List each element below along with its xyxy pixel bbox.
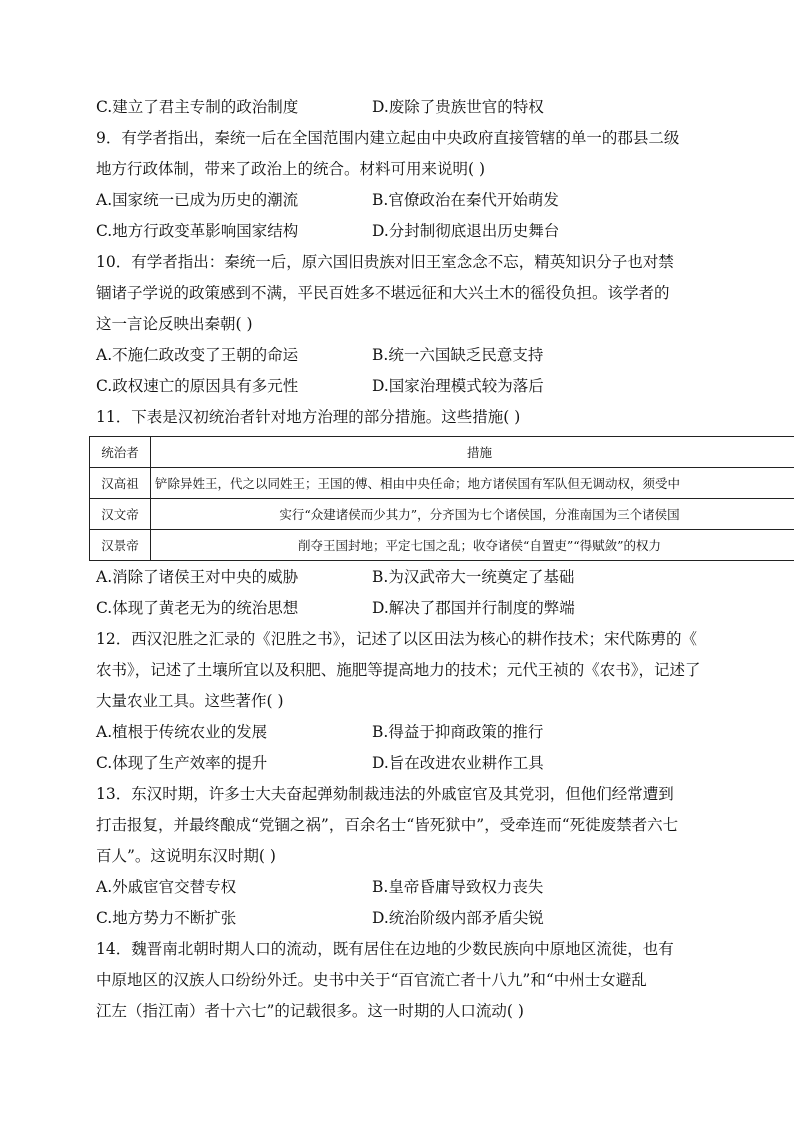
q12-option-b: B.得益于抑商政策的推行 [372, 723, 544, 741]
q9-option-a: A.国家统一已成为历史的潮流 [96, 191, 299, 209]
q10-option-a: A.不施仁政改变了王朝的命运 [96, 346, 299, 364]
q11-stem-line-1: 11．下表是汉初统治者针对地方治理的部分措施。这些措施( ) [96, 408, 521, 426]
table-cell-ruler: 汉文帝 [90, 499, 151, 530]
table-header-ruler: 统治者 [90, 437, 151, 468]
q10-option-d: D.国家治理模式较为落后 [372, 377, 544, 395]
table-header-measure: 措施 [151, 437, 794, 468]
q10-stem-line-2: 锢诸子学说的政策感到不满，平民百姓多不堪远征和大兴土木的徭役负担。该学者的 [96, 284, 670, 302]
q11-option-a: A.消除了诸侯王对中央的威胁 [96, 568, 299, 586]
q12-stem-line-1: 12．西汉氾胜之汇录的《氾胜之书》，记述了以区田法为核心的耕作技术；宋代陈旉的《 [96, 630, 697, 648]
q8-option-d: D.废除了贵族世官的特权 [372, 98, 544, 116]
table-row [90, 468, 794, 499]
q11-option-d: D.解决了郡国并行制度的弊端 [372, 599, 575, 617]
table-cell-measure: 实行“众建诸侯而少其力”，分齐国为七个诸侯国，分淮南国为三个诸侯国 [151, 499, 794, 530]
table-header-row [90, 437, 794, 468]
table-cell-ruler: 汉高祖 [90, 468, 151, 499]
q14-stem-line-1: 14．魏晋南北朝时期人口的流动，既有居住在边地的少数民族向中原地区流徙，也有 [96, 940, 674, 958]
q9-stem-line-1: 9．有学者指出，秦统一后在全国范围内建立起由中央政府直接管辖的单一的郡县二级 [96, 129, 680, 147]
q14-stem-line-3: 江左（指江南）者十六七”的记载很多。这一时期的人口流动( ) [96, 1002, 524, 1020]
table-cell-measure: 铲除异姓王，代之以同姓王；王国的傅、相由中央任命；地方诸侯国有军队但无调动权，须受中 [151, 468, 794, 499]
q9-stem-line-2: 地方行政体制，带来了政治上的统合。材料可用来说明( ) [96, 160, 486, 178]
q10-option-c: C.政权速亡的原因具有多元性 [96, 377, 299, 395]
q12-option-a: A.植根于传统农业的发展 [96, 723, 268, 741]
q13-option-b: B.皇帝昏庸导致权力丧失 [372, 878, 544, 896]
measures-table [89, 436, 794, 561]
q12-option-c: C.体现了生产效率的提升 [96, 754, 268, 772]
q9-option-b: B.官僚政治在秦代开始萌发 [372, 191, 559, 209]
q12-option-d: D.旨在改进农业耕作工具 [372, 754, 544, 772]
q14-stem-line-2: 中原地区的汉族人口纷纷外迁。史书中关于“百官流亡者十八九”和“中州士女避乱 [96, 971, 647, 989]
q13-option-c: C.地方势力不断扩张 [96, 909, 237, 927]
q9-option-d: D.分封制彻底退出历史舞台 [372, 222, 560, 240]
q11-option-c: C.体现了黄老无为的统治思想 [96, 599, 299, 617]
q10-stem-line-3: 这一言论反映出秦朝( ) [96, 315, 253, 333]
q9-option-c: C.地方行政变革影响国家结构 [96, 222, 299, 240]
table-cell-measure: 削夺王国封地；平定七国之乱；收夺诸侯“自置吏”“得赋敛”的权力 [151, 530, 794, 561]
q10-option-b: B.统一六国缺乏民意支持 [372, 346, 544, 364]
q13-stem-line-3: 百人”。这说明东汉时期( ) [96, 847, 276, 865]
q13-stem-line-2: 打击报复，并最终酿成“党锢之祸”，百余名士“皆死狱中”，受牵连而“死徙废禁者六七 [96, 816, 679, 834]
q12-stem-line-3: 大量农业工具。这些著作( ) [96, 692, 284, 710]
table-row [90, 530, 794, 561]
q12-stem-line-2: 农书》，记述了土壤所宜以及积肥、施肥等提高地力的技术；元代王祯的《农书》，记述了 [96, 661, 701, 679]
q8-option-c: C.建立了君主专制的政治制度 [96, 98, 299, 116]
q13-option-d: D.统治阶级内部矛盾尖锐 [372, 909, 544, 927]
table-cell-ruler: 汉景帝 [90, 530, 151, 561]
q11-option-b: B.为汉武帝大一统奠定了基础 [372, 568, 575, 586]
q13-option-a: A.外戚宦官交替专权 [96, 878, 237, 896]
q10-stem-line-1: 10．有学者指出：秦统一后，原六国旧贵族对旧王室念念不忘，精英知识分子也对禁 [96, 253, 674, 271]
table-row [90, 499, 794, 530]
q13-stem-line-1: 13．东汉时期，许多士大夫奋起弹劾制裁违法的外戚宦官及其党羽，但他们经常遭到 [96, 785, 674, 803]
